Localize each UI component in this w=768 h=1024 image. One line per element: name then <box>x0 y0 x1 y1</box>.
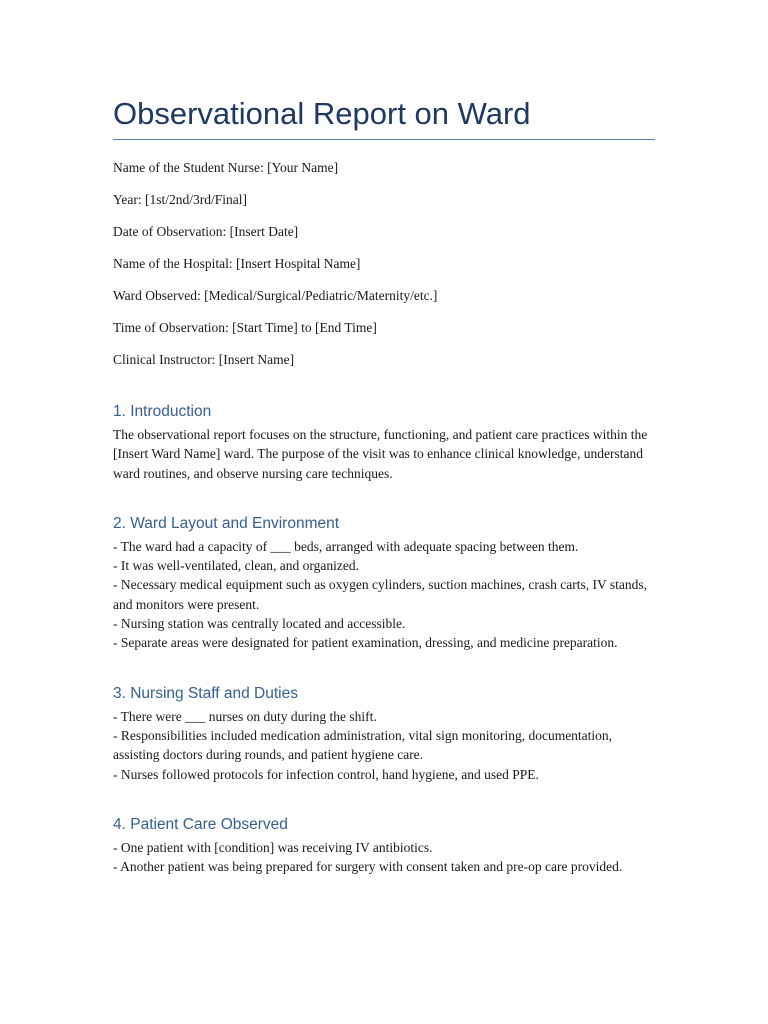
list-item: - There were ___ nurses on duty during the shift. <box>113 708 377 724</box>
list-item: - Responsibilities included medication administration, vital sign monitoring, documentation, assisting doctors during rounds, and patient hygiene care. <box>113 727 613 763</box>
section-heading: 4. Patient Care Observed <box>113 815 288 833</box>
report-details <box>113 158 655 369</box>
section-ward-layout <box>113 513 655 653</box>
section-paragraph: The observational report focuses on the structure, functioning, and patient care practices within the [Insert Ward Name] ward. The purpose of the visit was to enhance clinical knowledge, understand ward routines, and observe nursing care techniques. <box>113 427 648 481</box>
list-item: - It was well-ventilated, clean, and organized. <box>113 558 360 574</box>
list-item: - Another patient was being prepared for surgery with consent taken and pre-op care provided. <box>113 859 623 875</box>
section-heading: 1. Introduction <box>113 403 212 420</box>
field-date: Date of Observation: [Insert Date] <box>113 224 299 239</box>
field-time: Time of Observation: [Start Time] to [End Time] <box>113 320 377 335</box>
list-item: - Separate areas were designated for patient examination, dressing, and medicine preparation. <box>113 635 618 651</box>
list-item: - Necessary medical equipment such as oxygen cylinders, suction machines, crash carts, IV stands, and monitors were present. <box>113 577 647 612</box>
field-student-nurse: Name of the Student Nurse: [Your Name] <box>113 160 339 175</box>
list-item: - One patient with [condition] was receiving IV antibiotics. <box>113 839 433 855</box>
field-year: Year: [1st/2nd/3rd/Final] <box>113 192 247 207</box>
section-heading: 3. Nursing Staff and Duties <box>113 684 298 702</box>
list-item: - Nursing station was centrally located and accessible. <box>113 616 406 632</box>
field-ward: Ward Observed: [Medical/Surgical/Pediatric/Maternity/etc.] <box>113 288 438 303</box>
section-introduction <box>113 401 655 483</box>
section-heading: 2. Ward Layout and Environment <box>113 514 340 532</box>
document-title: Observational Report on Ward <box>113 92 655 140</box>
field-hospital: Name of the Hospital: [Insert Hospital Name] <box>113 256 361 271</box>
document-content <box>113 92 655 876</box>
section-patient-care <box>113 814 655 877</box>
section-nursing-staff <box>113 683 655 784</box>
list-item: - The ward had a capacity of ___ beds, arranged with adequate spacing between them. <box>113 538 579 554</box>
list-item: - Nurses followed protocols for infection control, hand hygiene, and used PPE. <box>113 766 539 782</box>
field-instructor: Clinical Instructor: [Insert Name] <box>113 352 295 367</box>
